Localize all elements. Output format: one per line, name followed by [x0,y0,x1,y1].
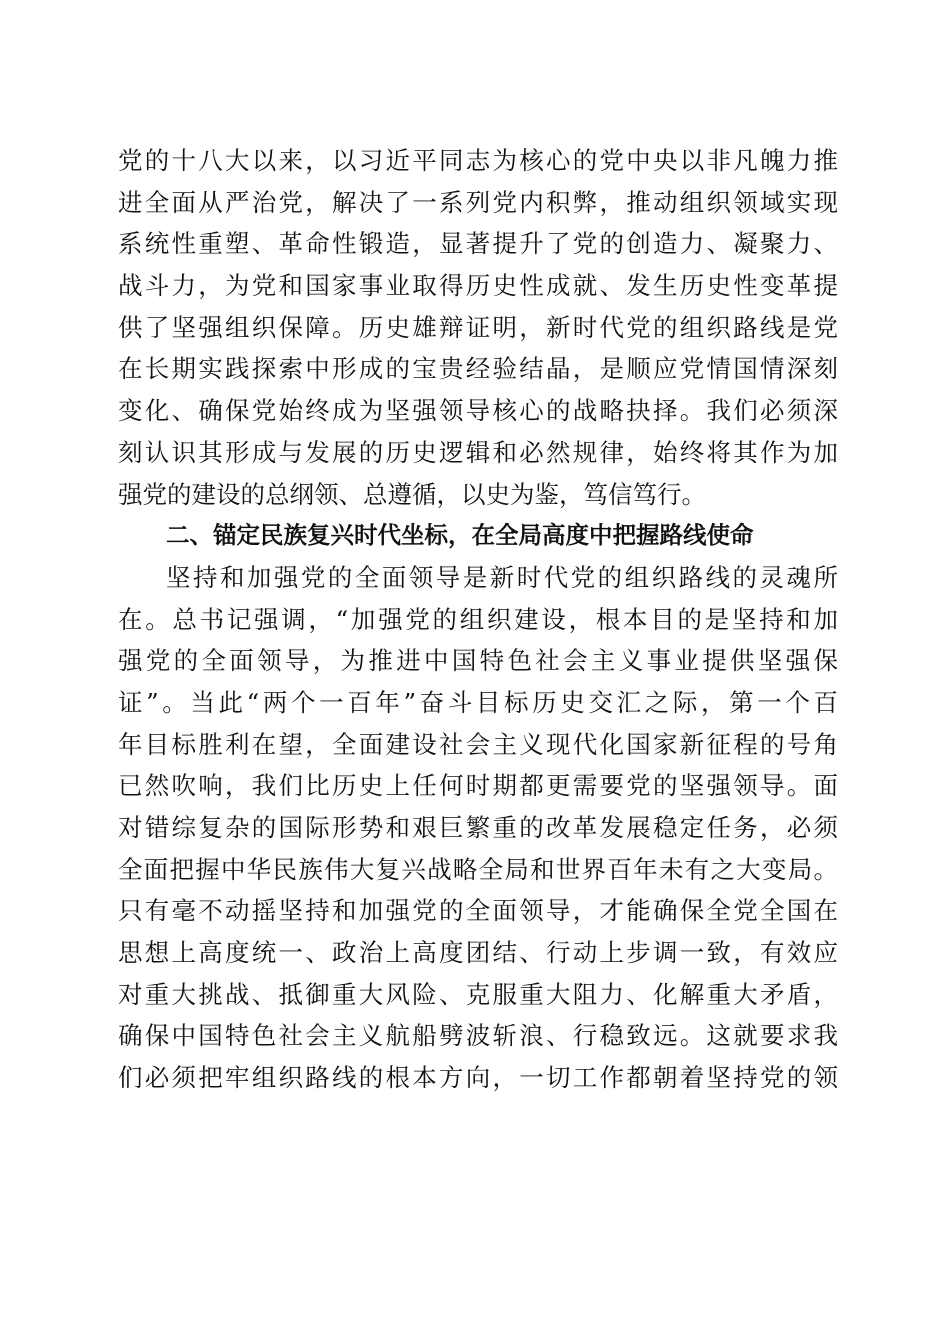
paragraph-line: 已然吹响，我们比历史上任何时期都更需要党的坚强领导。面 [118,771,838,801]
paragraph-line: 确保中国特色社会主义航船劈波斩浪、行稳致远。这就要求我 [118,1021,838,1051]
paragraph-line: 坚持和加强党的全面领导是新时代党的组织路线的灵魂所 [166,562,838,592]
paragraph-line: 证”。当此“两个一百年”奋斗目标历史交汇之际，第一个百 [118,687,838,717]
paragraph-line: 们必须把牢组织路线的根本方向，一切工作都朝着坚持党的领 [118,1063,838,1093]
paragraph-line: 进全面从严治党，解决了一系列党内积弊，推动组织领域实现 [118,187,838,217]
paragraph-line: 党的十八大以来，以习近平同志为核心的党中央以非凡魄力推 [118,146,838,175]
paragraph-line: 在长期实践探索中形成的宝贵经验结晶，是顺应党情国情深刻 [118,354,838,384]
document-body [118,140,838,1099]
paragraph-1 [118,140,838,515]
paragraph-line: 只有毫不动摇坚持和加强党的全面领导，才能确保全党全国在 [118,896,838,926]
paragraph-line: 刻认识其形成与发展的历史逻辑和必然规律，始终将其作为加 [118,437,838,467]
section-heading: 二、锚定民族复兴时代坐标，在全局高度中把握路线使命 [166,521,754,550]
paragraph-line: 供了坚强组织保障。历史雄辩证明，新时代党的组织路线是党 [118,312,838,342]
paragraph-line: 强党的建设的总纲领、总遵循，以史为鉴，笃信笃行。 [118,479,706,509]
paragraph-line: 系统性重塑、革命性锻造，显著提升了党的创造力、凝聚力、 [118,229,838,259]
paragraph-line: 强党的全面领导，为推进中国特色社会主义事业提供坚强保 [118,646,838,676]
paragraph-line: 思想上高度统一、政治上高度团结、行动上步调一致，有效应 [118,938,838,968]
paragraph-line: 对错综复杂的国际形势和艰巨繁重的改革发展稳定任务，必须 [118,813,838,842]
paragraph-line: 对重大挑战、抵御重大风险、克服重大阻力、化解重大矛盾， [118,979,838,1009]
paragraph-line: 年目标胜利在望，全面建设社会主义现代化国家新征程的号角 [118,729,838,759]
paragraph-2 [118,557,838,1099]
paragraph-line: 在。总书记强调，“加强党的组织建设，根本目的是坚持和加 [118,604,838,634]
paragraph-line: 变化、确保党始终成为坚强领导核心的战略抉择。我们必须深 [118,396,838,426]
paragraph-line: 全面把握中华民族伟大复兴战略全局和世界百年未有之大变局。 [118,854,838,884]
paragraph-line: 战斗力，为党和国家事业取得历史性成就、发生历史性变革提 [118,271,838,301]
